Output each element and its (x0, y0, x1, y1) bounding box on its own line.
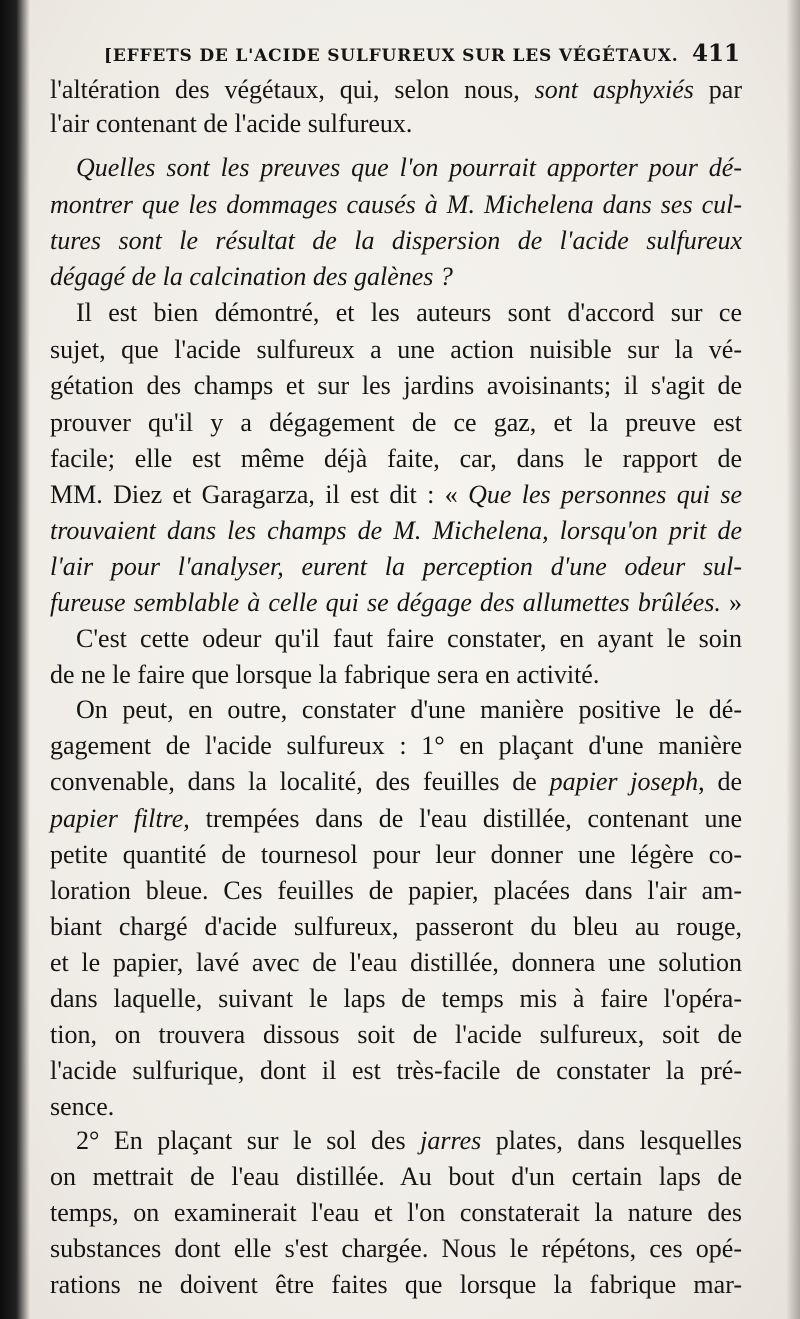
text-line (50, 1231, 742, 1267)
text-run: convenable, dans la localité, des feuilles de (50, 767, 550, 796)
text-line (50, 657, 742, 693)
text-run: sence. (50, 1092, 115, 1121)
text-run: petite quantité de tournesol pour leur donner une légère co- (50, 840, 742, 869)
text-run: biant chargé d'acide sulfureux, passeront du bleu au rouge, (50, 912, 742, 941)
text-line (50, 909, 742, 945)
text-run: loration bleue. Ces feuilles de papier, placées dans l'air am- (50, 876, 742, 905)
text-line (50, 72, 742, 108)
italic-text: papier filtre (50, 804, 184, 833)
text-line (50, 728, 742, 764)
text-run: Il est bien démontré, et les auteurs sont d'accord sur ce (76, 298, 742, 327)
text-run: on mettrait de l'eau distillée. Au bout d'un certain laps de (50, 1162, 742, 1191)
text-line (50, 764, 742, 800)
text-line (76, 1123, 742, 1159)
italic-text: papier joseph (549, 767, 699, 796)
text-run: substances dont elle s'est chargée. Nous le répétons, ces opé- (50, 1234, 742, 1263)
text-line (50, 1195, 742, 1231)
text-line (50, 1267, 742, 1303)
text-line (50, 585, 742, 621)
running-title: [EFFETS DE L'ACIDE SULFUREUX SUR LES VÉGÉTAUX. (104, 46, 679, 66)
page-edge-shadow (786, 0, 800, 1319)
text-line (50, 187, 742, 223)
binding-shadow (0, 0, 30, 1319)
text-run: rations ne doivent être faites que lorsque la fabrique mar- (50, 1270, 742, 1299)
text-line (50, 945, 742, 981)
text-run: sujet, que l'acide sulfureux a une action nuisible sur la vé- (50, 335, 742, 364)
running-header (104, 40, 740, 74)
italic-text: dégagé de la calcination des galènes ? (50, 262, 453, 291)
text-line (76, 150, 742, 186)
italic-text: trouvaient dans les champs de M. Michelena, lorsqu'on prit de (50, 516, 742, 545)
text-line (76, 621, 742, 657)
italic-text: montrer que les dommages causés à M. Michelena dans ses cul- (50, 190, 742, 219)
text-run: 2° En plaçant sur le sol des (76, 1126, 421, 1155)
text-run: de ne le faire que lorsque la fabrique sera en activité. (50, 660, 600, 689)
text-run: l'air contenant de l'acide sulfureux. (50, 109, 413, 138)
text-line (76, 692, 742, 728)
text-run: plates, dans lesquelles (481, 1126, 742, 1155)
text-run: et le papier, lavé avec de l'eau distillée, donnera une solution (50, 948, 742, 977)
text-line (50, 106, 742, 142)
text-line (50, 368, 742, 404)
text-line (50, 873, 742, 909)
italic-text: tures sont le résultat de la dispersion de l'acide sulfureux (50, 226, 742, 255)
text-line (50, 1017, 742, 1053)
text-run: temps, on examinerait l'eau et l'on constaterait la nature des (50, 1198, 742, 1227)
text-run: MM. Diez et Garagarza, il est dit : « (50, 480, 469, 509)
text-run: par (693, 75, 743, 104)
text-run: , trempées dans de l'eau distillée, contenant une (183, 804, 742, 833)
italic-text: jarres (420, 1126, 482, 1155)
text-line (50, 332, 742, 368)
text-run: prouver qu'il y a dégagement de ce gaz, et la preuve est (50, 408, 742, 437)
page-number: 411 (691, 40, 740, 67)
italic-text: fureuse semblable à celle qui se dégage des allumettes brûlées. (50, 588, 721, 617)
italic-text: Quelles sont les preuves que l'on pourrait apporter pour dé- (76, 153, 742, 182)
text-line (50, 837, 742, 873)
text-run: facile; elle est même déjà faite, car, dans le rapport de (50, 444, 742, 473)
text-line (50, 801, 742, 837)
text-line (50, 405, 742, 441)
italic-text: l'air pour l'analyser, eurent la perception d'une odeur sul- (50, 552, 742, 581)
text-line (50, 981, 742, 1017)
text-line (50, 441, 742, 477)
italic-text: Que les personnes qui se (468, 480, 743, 509)
text-run: , de (698, 767, 743, 796)
text-run: gagement de l'acide sulfureux : 1° en plaçant d'une manière (50, 731, 742, 760)
text-run: C'est cette odeur qu'il faut faire constater, en ayant le soin (76, 624, 742, 653)
text-run: l'altération des végétaux, qui, selon nous, (50, 75, 535, 104)
text-run: dans laquelle, suivant le laps de temps mis à faire l'opéra- (50, 984, 742, 1013)
text-run: l'acide sulfurique, dont il est très-facile de constater la pré- (50, 1056, 742, 1085)
text-line (50, 549, 742, 585)
italic-text: sont asphyxiés (534, 75, 694, 104)
text-line (50, 259, 742, 295)
text-run: tion, on trouvera dissous soit de l'acide sulfureux, soit de (50, 1020, 742, 1049)
text-line (50, 1089, 742, 1125)
text-line (50, 477, 742, 513)
text-run: On peut, en outre, constater d'une manière positive le dé- (76, 695, 742, 724)
text-line (50, 223, 742, 259)
text-line (50, 1053, 742, 1089)
text-line (50, 513, 742, 549)
text-run: » (720, 588, 742, 617)
text-line (50, 1159, 742, 1195)
text-line (76, 295, 742, 331)
text-run: gétation des champs et sur les jardins avoisinants; il s'agit de (50, 371, 742, 400)
